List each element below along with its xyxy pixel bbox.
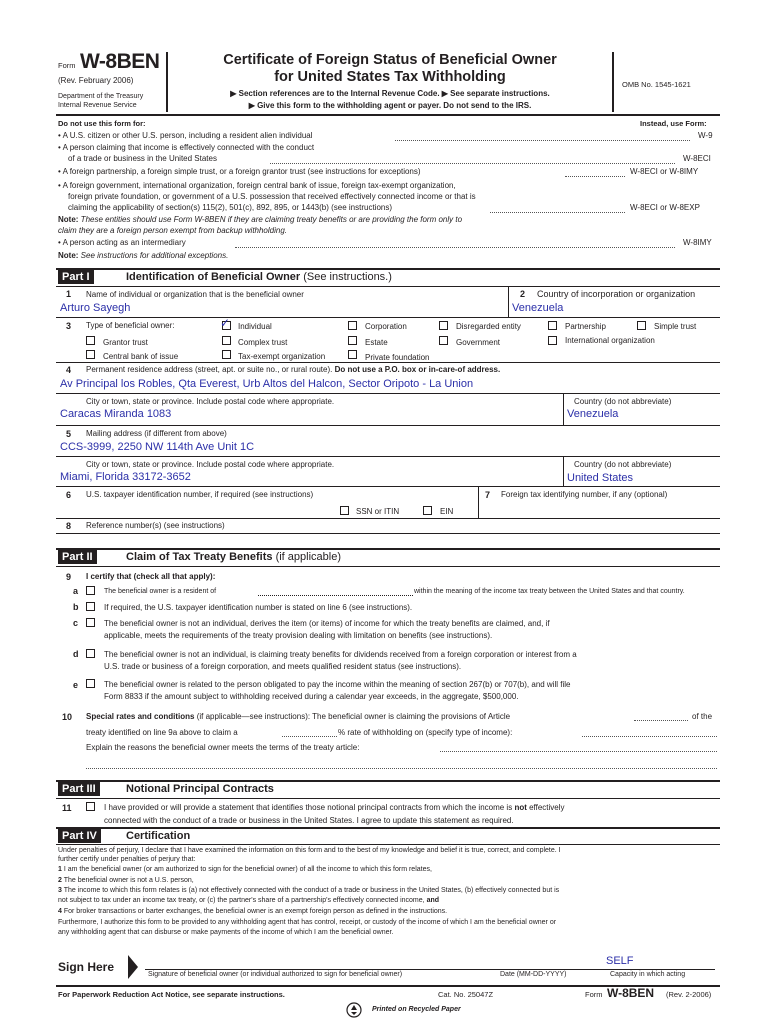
income-type-field[interactable] bbox=[582, 736, 717, 737]
complex-trust-checkbox[interactable] bbox=[222, 336, 231, 345]
part-1-label: Part I bbox=[58, 270, 94, 284]
cert-para-1: Under penalties of perjury, I declare that I have examined the information on this form and to the best of my knowledge and belief it is true, correct, and complete. I bbox=[58, 847, 561, 854]
line-9-number: 9 bbox=[66, 572, 72, 582]
line-7-number: 7 bbox=[485, 490, 491, 500]
type-complex-trust-label: Complex trust bbox=[238, 338, 288, 347]
title-line1: Certificate of Foreign Status of Beneficial Owner bbox=[223, 52, 557, 68]
city-label-1: City or town, state or province. Include postal code where appropriate. bbox=[86, 397, 335, 406]
cert-item-3: 3 The income to which this form relates is (a) not effectively connected with the conduct of a trade or business in the United States, (b) effectively connected but is bbox=[58, 887, 560, 894]
line-10-text-4: Explain the reasons the beneficial owner meets the terms of the treaty article: bbox=[86, 743, 360, 752]
exclusion-1: • A U.S. citizen or other U.S. person, including a resident alien individual bbox=[58, 131, 313, 140]
title-line2: for United States Tax Withholding bbox=[274, 69, 506, 85]
exclusion-5-form: W-8IMY bbox=[683, 238, 712, 247]
note-1-label: Note: bbox=[58, 215, 79, 224]
line-10-of-the: of the bbox=[692, 712, 713, 721]
line-4-number: 4 bbox=[66, 365, 72, 375]
line-9c-checkbox[interactable] bbox=[86, 618, 95, 627]
tax-exempt-org-checkbox[interactable] bbox=[222, 350, 231, 359]
mailing-city[interactable]: Miami, Florida 33172-3652 bbox=[60, 471, 191, 483]
instead-use-heading: Instead, use Form: bbox=[640, 119, 707, 128]
line-9d-checkbox[interactable] bbox=[86, 649, 95, 658]
international-organization-checkbox[interactable] bbox=[548, 336, 557, 345]
catalog-number: Cat. No. 25047Z bbox=[438, 990, 494, 999]
line-9b-text: If required, the U.S. taxpayer identification number is stated on line 6 (see instructions). bbox=[104, 603, 413, 612]
footer-revision: (Rev. 2-2006) bbox=[666, 990, 712, 999]
permanent-address[interactable]: Av Principal los Robles, Qta Everest, Urb Altos del Halcon, Sector Oripoto - La Union bbox=[60, 378, 474, 390]
country-label-2: Country (do not abbreviate) bbox=[574, 460, 672, 469]
line-9e-checkbox[interactable] bbox=[86, 679, 95, 688]
subtitle-1: ▶ Section references are to the Internal Revenue Code. ▶ See separate instructions. bbox=[230, 89, 550, 98]
type-tax-exempt-label: Tax-exempt organization bbox=[238, 352, 326, 361]
line-10-number: 10 bbox=[62, 712, 73, 722]
line-2-number: 2 bbox=[520, 289, 526, 299]
estate-checkbox[interactable] bbox=[348, 336, 357, 345]
line-3-number: 3 bbox=[66, 321, 72, 331]
part-1-title: Identification of Beneficial Owner (See instructions.) bbox=[126, 271, 392, 283]
type-simple-trust-label: Simple trust bbox=[654, 322, 697, 331]
beneficial-owner-name[interactable]: Arturo Sayegh bbox=[60, 302, 131, 314]
exclusion-1-form: W-9 bbox=[698, 131, 713, 140]
sign-arrow-icon bbox=[128, 955, 138, 979]
cert-para-3: Furthermore, I authorize this form to be provided to any withholding agent that has control, receipt, or custody of the income of which I am the beneficial owner or bbox=[58, 919, 557, 926]
permanent-city[interactable]: Caracas Miranda 1083 bbox=[60, 408, 172, 420]
type-private-foundation-label: Private foundation bbox=[365, 353, 430, 362]
article-field[interactable] bbox=[634, 720, 688, 721]
part-3-label: Part III bbox=[58, 782, 100, 796]
disregarded-entity-checkbox[interactable] bbox=[439, 321, 448, 330]
ssn-itin-label: SSN or ITIN bbox=[356, 507, 400, 516]
line-6-number: 6 bbox=[66, 490, 72, 500]
central-bank-checkbox[interactable] bbox=[86, 350, 95, 359]
line-9a-text-2: within the meaning of the income tax treaty between the United States and that country. bbox=[414, 588, 685, 595]
line-9a-text: The beneficial owner is a resident of bbox=[104, 588, 217, 595]
line-5-label: Mailing address (if different from above) bbox=[86, 429, 227, 438]
part-4-label: Part IV bbox=[58, 829, 101, 843]
type-intl-org-label: International organization bbox=[565, 336, 655, 345]
line-1-label: Name of individual or organization that is the beneficial owner bbox=[86, 290, 304, 299]
note-2-label: Note: bbox=[58, 251, 79, 260]
note-1-text: These entities should use Form W-8BEN if they are claiming treaty benefits or are providing the form only to bbox=[78, 215, 463, 224]
line-7-label: Foreign tax identifying number, if any (optional) bbox=[501, 490, 668, 499]
type-individual-label: Individual bbox=[238, 322, 272, 331]
permanent-country[interactable]: Venezuela bbox=[567, 408, 619, 420]
line-5-number: 5 bbox=[66, 429, 72, 439]
line-8-number: 8 bbox=[66, 521, 72, 531]
line-9d-text-2: U.S. trade or business of a foreign corporation, and meets qualified resident status (see instructions). bbox=[104, 662, 462, 671]
line-10-text-2: treaty identified on line 9a above to claim a bbox=[86, 728, 238, 737]
note-1-text-2: claim they are a foreign person exempt from backup withholding. bbox=[58, 226, 288, 235]
line-10-text: Special rates and conditions (if applicable—see instructions): The beneficial owner is claiming the provisions of Article bbox=[86, 712, 511, 721]
part-4-title: Certification bbox=[126, 830, 191, 842]
exclusion-3: • A foreign partnership, a foreign simple trust, or a foreign grantor trust (see instructions for exceptions) bbox=[58, 167, 421, 176]
exclusion-2-form: W-8ECI bbox=[683, 154, 711, 163]
agency: Internal Revenue Service bbox=[58, 102, 137, 109]
grantor-trust-checkbox[interactable] bbox=[86, 336, 95, 345]
cert-item-1: 1 I am the beneficial owner (or am authorized to sign for the beneficial owner) of all the income to which this form relates, bbox=[58, 866, 432, 873]
paperwork-notice: For Paperwork Reduction Act Notice, see separate instructions. bbox=[58, 990, 285, 999]
part-3-title: Notional Principal Contracts bbox=[126, 783, 274, 795]
cert-para-4: any withholding agent that can disburse or make payments of the income of which I am the beneficial owner. bbox=[58, 929, 394, 936]
signature-line[interactable] bbox=[145, 969, 715, 970]
line-6-label: U.S. taxpayer identification number, if required (see instructions) bbox=[86, 490, 314, 499]
exclusion-4-form: W-8ECI or W-8EXP bbox=[630, 203, 700, 212]
exclusion-2: • A person claiming that income is effectively connected with the conduct bbox=[58, 143, 315, 152]
check-mark-icon: ✓ bbox=[220, 316, 231, 330]
footer-form-word: Form bbox=[585, 990, 603, 999]
line-9e-text-2: Form 8833 if the amount subject to withholding received during a calendar year exceeds, in the aggregate, $500,000. bbox=[104, 692, 519, 701]
line-4-label: Permanent residence address (street, apt. or suite no., or rural route). Do not use a P.O. box or in-care-of address. bbox=[86, 365, 501, 374]
private-foundation-checkbox[interactable] bbox=[348, 350, 357, 359]
exclusion-4-line2: foreign private foundation, or government of a U.S. possession that received effectively connected income or that is bbox=[68, 192, 476, 201]
ein-label: EIN bbox=[440, 507, 454, 516]
line-8-label: Reference number(s) (see instructions) bbox=[86, 521, 225, 530]
explanation-field[interactable] bbox=[440, 751, 717, 752]
cert-para-2: further certify under penalties of perjury that: bbox=[58, 856, 196, 863]
type-government-label: Government bbox=[456, 338, 501, 347]
revision: (Rev. February 2006) bbox=[58, 76, 134, 85]
form-word: Form bbox=[58, 61, 76, 70]
partnership-checkbox[interactable] bbox=[548, 321, 557, 330]
line-11-text: I have provided or will provide a statement that identifies those notional principal contracts from which the income is not effectively bbox=[104, 803, 565, 812]
line-11-checkbox[interactable] bbox=[86, 802, 95, 811]
type-corporation-label: Corporation bbox=[365, 322, 407, 331]
note-2-text: See instructions for additional exceptions. bbox=[78, 251, 229, 260]
type-disregarded-label: Disregarded entity bbox=[456, 322, 521, 331]
cert-item-4: 4 For broker transactions or barter exchanges, the beneficial owner is an exempt foreign person as defined in the instructions. bbox=[58, 908, 448, 915]
line-9e-letter: e bbox=[73, 680, 79, 690]
line-9-label: I certify that (check all that apply): bbox=[86, 572, 216, 581]
date-caption: Date (MM-DD-YYYY) bbox=[500, 971, 567, 978]
country-of-incorporation[interactable]: Venezuela bbox=[512, 302, 564, 314]
line-9d-letter: d bbox=[73, 649, 79, 659]
country-label-1: Country (do not abbreviate) bbox=[574, 397, 672, 406]
city-label-2: City or town, state or province. Include postal code where appropriate. bbox=[86, 460, 335, 469]
line-11-text-2: connected with the conduct of a trade or business in the United States. I agree to update this statement as required. bbox=[104, 816, 514, 825]
type-estate-label: Estate bbox=[365, 338, 388, 347]
line-9c-text-2: applicable, meets the requirements of the treaty provision dealing with limitation on benefits (see instructions). bbox=[104, 631, 493, 640]
subtitle-2: ▶ Give this form to the withholding agent or payer. Do not send to the IRS. bbox=[248, 101, 532, 110]
cert-item-3-line2: not subject to tax under an income tax treaty, or (c) the partner's share of a partnership's effectively connected income, and bbox=[58, 897, 440, 904]
exclusion-4-line3: claiming the applicability of section(s) 115(2), 501(c), 892, 895, or 1443(b) (see instructions) bbox=[68, 203, 393, 212]
part-2-label: Part II bbox=[58, 550, 97, 564]
line-10-text-3: % rate of withholding on (specify type of income): bbox=[338, 728, 513, 737]
line-9e-text: The beneficial owner is related to the person obligated to pay the income within the meaning of section 267(b) or 707(b), and will file bbox=[104, 680, 571, 689]
form-name: W-8BEN bbox=[80, 50, 160, 73]
line-9c-letter: c bbox=[73, 618, 79, 628]
type-partnership-label: Partnership bbox=[565, 322, 606, 331]
ssn-itin-checkbox[interactable] bbox=[340, 506, 349, 515]
type-central-bank-label: Central bank of issue bbox=[103, 352, 179, 361]
exclusion-4: • A foreign government, international organization, foreign central bank of issue, foreign tax-exempt organization, bbox=[58, 181, 456, 190]
line-11-number: 11 bbox=[62, 803, 72, 813]
line-9b-letter: b bbox=[73, 602, 79, 612]
capacity-value[interactable]: SELF bbox=[606, 955, 634, 967]
do-not-use-heading: Do not use this form for: bbox=[58, 119, 146, 128]
recycled-paper-note: Printed on Recycled Paper bbox=[372, 1006, 461, 1013]
rate-field[interactable] bbox=[282, 736, 337, 737]
line-9c-text: The beneficial owner is not an individual, derives the item (or items) of income for which the treaty benefits are claimed, and, if bbox=[104, 619, 550, 628]
government-checkbox[interactable] bbox=[439, 336, 448, 345]
mailing-address[interactable]: CCS-3999, 2250 NW 114th Ave Unit 1C bbox=[60, 441, 255, 453]
line-9d-text: The beneficial owner is not an individual, is claiming treaty benefits for dividends received from a foreign corporation or interest from a bbox=[104, 650, 577, 659]
footer-form-name: W-8BEN bbox=[607, 986, 655, 1000]
line-9a-letter: a bbox=[73, 586, 79, 596]
mailing-country[interactable]: United States bbox=[567, 472, 634, 484]
sign-here-label: Sign Here bbox=[58, 960, 115, 974]
line-9a-checkbox[interactable] bbox=[86, 586, 95, 595]
department: Department of the Treasury bbox=[58, 93, 144, 100]
part-2-title: Claim of Tax Treaty Benefits (if applicable) bbox=[126, 551, 341, 563]
capacity-caption: Capacity in which acting bbox=[610, 971, 686, 978]
omb-number: OMB No. 1545-1621 bbox=[622, 80, 691, 89]
line-2-label: Country of incorporation or organization bbox=[537, 289, 696, 299]
explanation-field-2[interactable] bbox=[86, 768, 717, 769]
signature-caption: Signature of beneficial owner (or individual authorized to sign for beneficial owner) bbox=[148, 971, 403, 978]
exclusion-5: • A person acting as an intermediary bbox=[58, 238, 186, 247]
line-9b-checkbox[interactable] bbox=[86, 602, 95, 611]
ein-checkbox[interactable] bbox=[423, 506, 432, 515]
line-1-number: 1 bbox=[66, 289, 72, 299]
line-3-label: Type of beneficial owner: bbox=[86, 321, 175, 330]
exclusion-2-line2: of a trade or business in the United States bbox=[68, 154, 217, 163]
corporation-checkbox[interactable] bbox=[348, 321, 357, 330]
recycle-icon bbox=[346, 1002, 362, 1018]
simple-trust-checkbox[interactable] bbox=[637, 321, 646, 330]
cert-item-2: 2 The beneficial owner is not a U.S. person, bbox=[58, 877, 194, 884]
exclusion-3-form: W-8ECI or W-8IMY bbox=[630, 167, 699, 176]
type-grantor-trust-label: Grantor trust bbox=[103, 338, 148, 347]
